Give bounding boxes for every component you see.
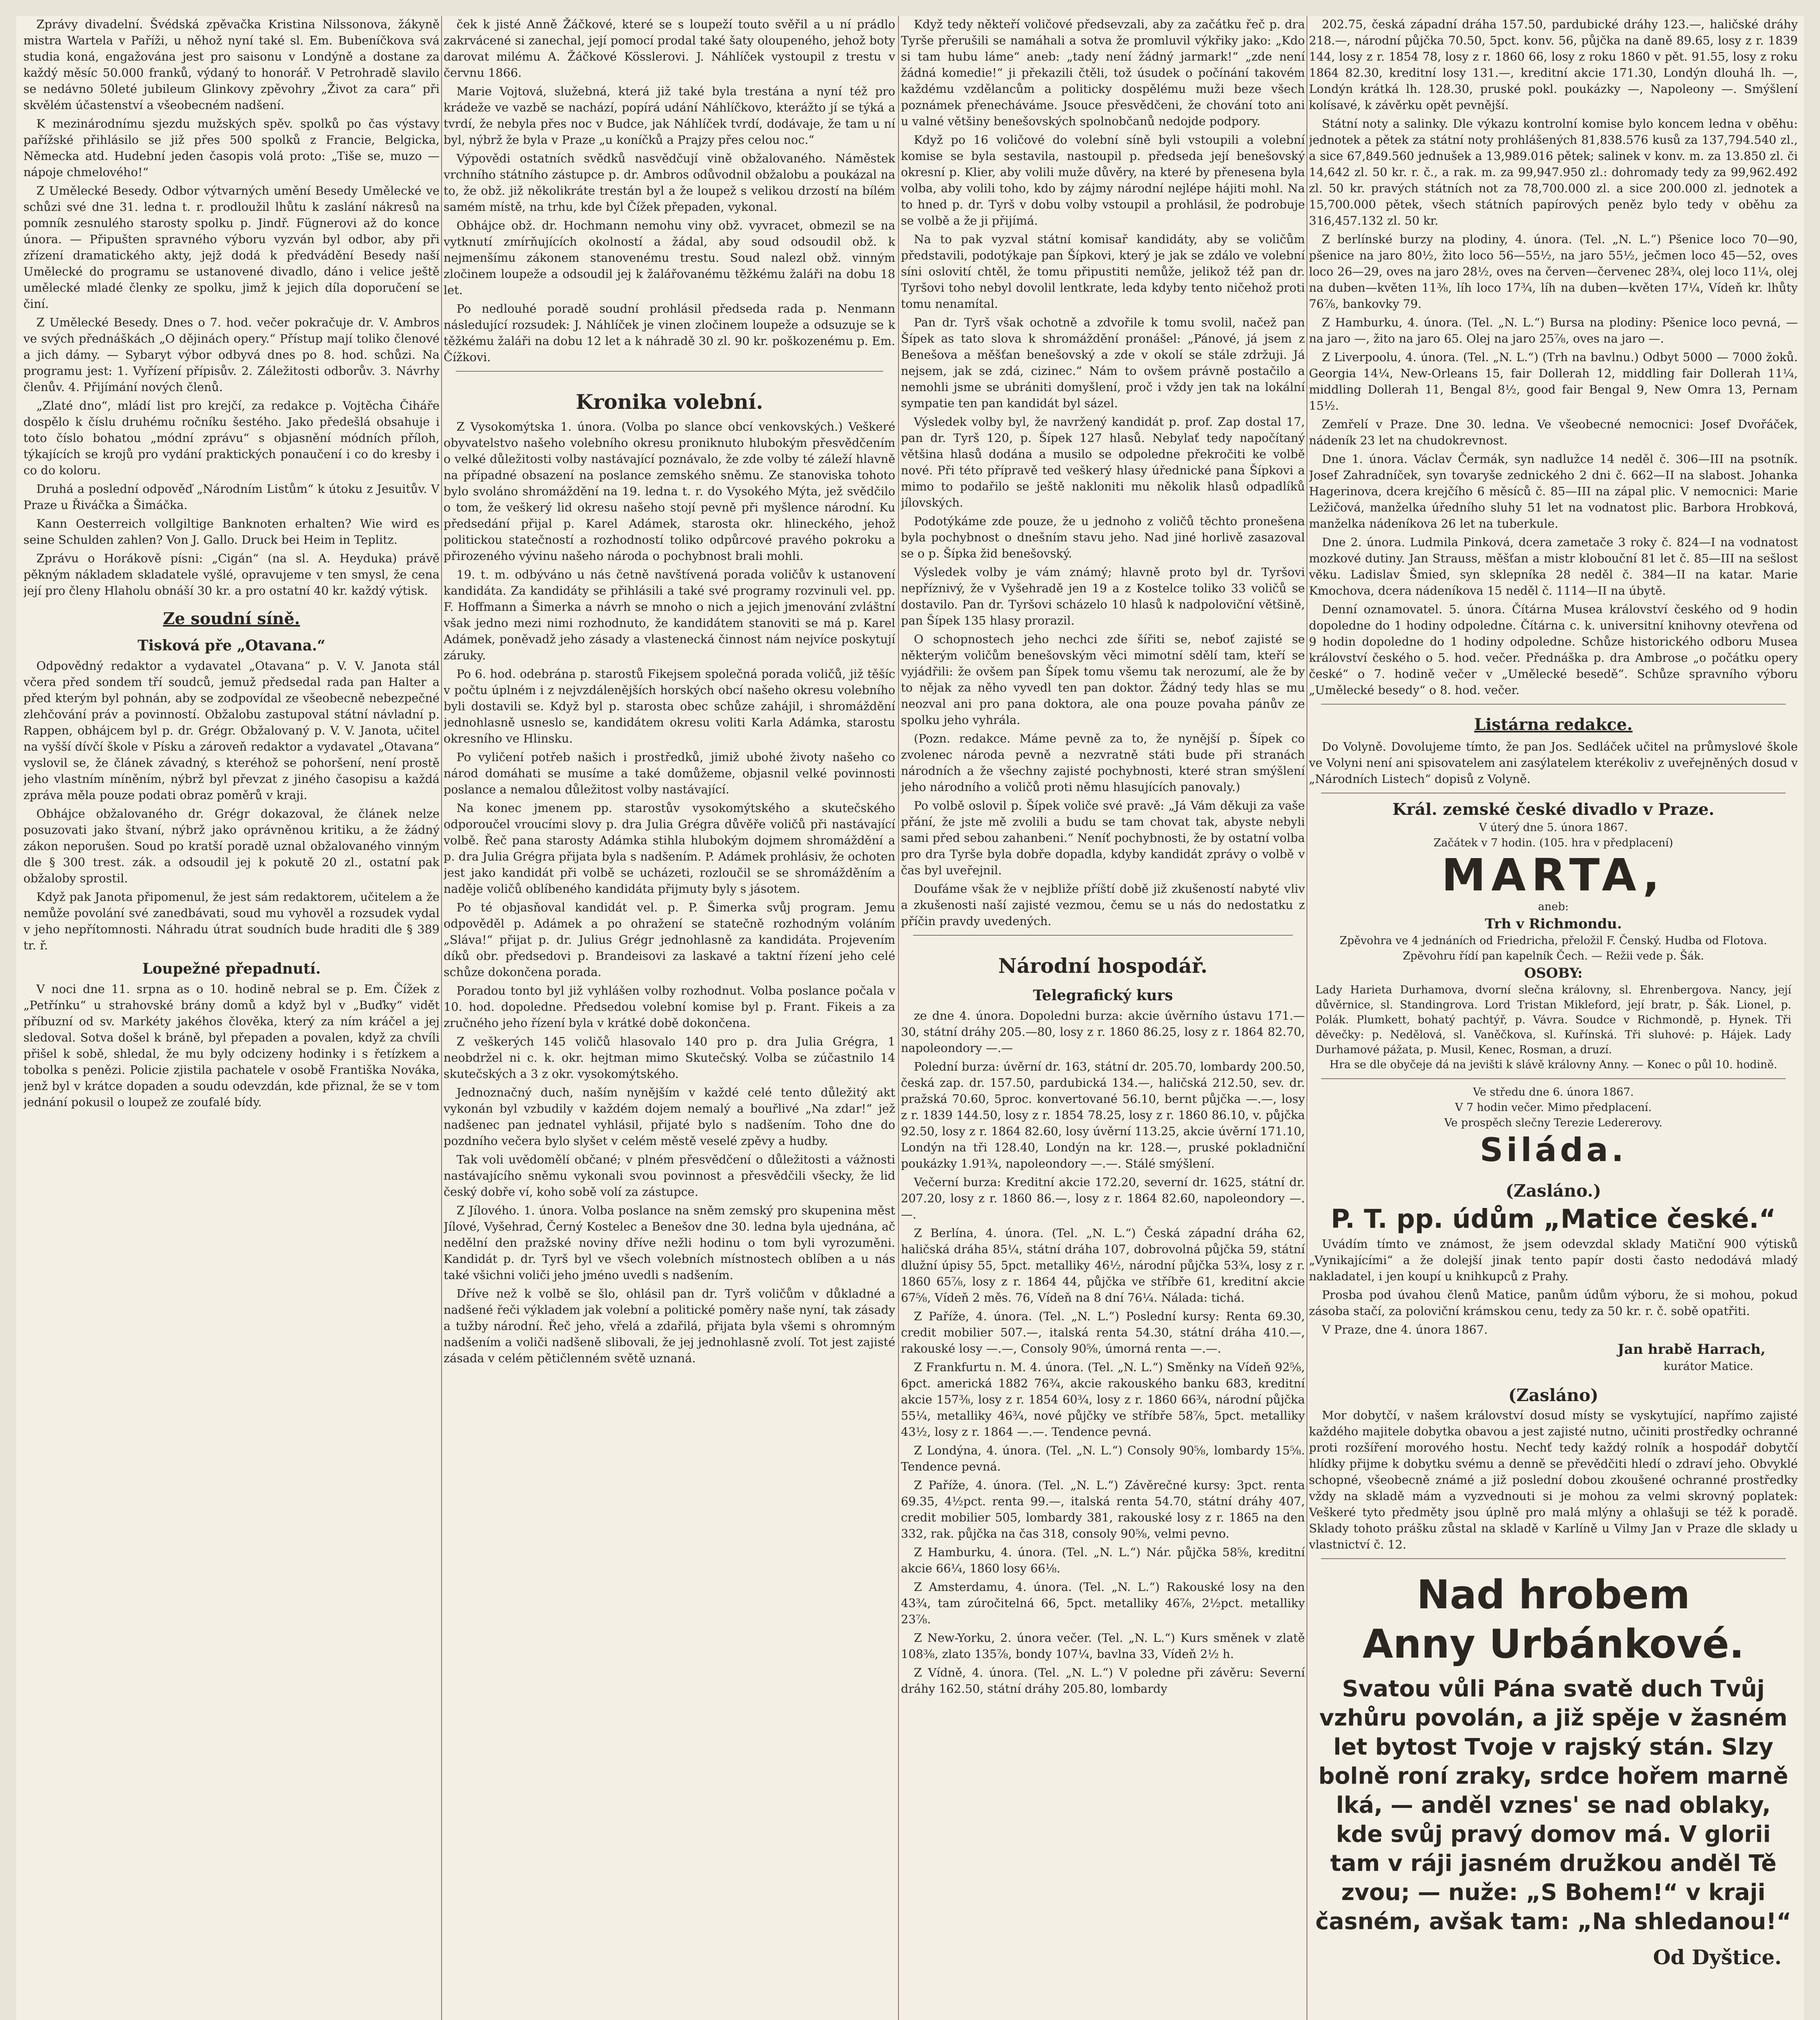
divider [913, 935, 1293, 936]
divider [1321, 1078, 1786, 1079]
news-paragraph: Z Jílového. 1. února. Volba poslance na sněm zemský pro skupenina měst Jílové, Vyšehrad, Černý Kostelec a Benešov dne 30. ledna byla ujednána, ač nedělní den pražské noviny dříve nežli hodinu o tom byli vyrozuměni. Kandidát p. dr. Tyrš byl ve všech volebních místnostech oblíben a u nás také všichni voliči jeho jméno uvedli s nadšením. [444, 1204, 895, 1282]
notice-title: P. T. pp. údům „Matice české.“ [1331, 1204, 1776, 1234]
theatre-heading: Král. zemské české divadlo v Praze. [1392, 800, 1715, 819]
news-paragraph: Když pak Janota připomenul, že jest sám redaktorem, učitelem a že nemůže povolání své zanedbávati, soud mu vyhověl a rozsudek vydal v jeho nepřítomnosti. Náhradu útrat soudních bude hraditi dle § 389 tr. ř. [23, 890, 440, 952]
signature-title: kurátor Matice. [1663, 1359, 1753, 1373]
news-paragraph: Dne 2. února. Ludmila Pinková, dcera zametače 3 roky č. 824—I na vodnatost mozkové dutiny. Jan Strauss, měšťan a mistr klobouční 81 let č. 85—III na sešlost věku. Ladislav Šmied, syn sklepníka 28 neděl č. 384—II na katar. Marie Kmochova, dcera nádeníkova 15 neděl č. 1114—II na úbytě. [1309, 535, 1798, 598]
news-paragraph: Doufáme však že v nejbliže příští době již zkušeností nabyté vliv a zkušenosti naší zajisté vezmou, čemu se u nás do nedostatku z příčin pravdy uvedených. [901, 882, 1305, 928]
theatre-start-time: V 7 hodin večer. [1455, 1101, 1544, 1114]
article-title: Tisková pře „Otavana.“ [137, 637, 326, 654]
section-title: Národní hospodář. [998, 954, 1208, 978]
news-paragraph: O schopnostech jeho nechci zde šířiti se, neboť zajisté se některým voličům benešovským věci mimotní sdělí tam, kteří se vyjádřili: že ovšem pan Šípek tomu všemu tak nerozumí, ale že by to nějak za něho vyvedl ten pan doktor. Žádný tedy hlas se mu neozval ani pro pana doktora, ale ona pouze povaha pánův ze spolku jeho vyhrála. [901, 632, 1305, 727]
play-genre: Zpěvohra ve 4 jednáních od Friedricha, přeložil F. Čenský. Hudba od Flotova. [1339, 934, 1767, 947]
divider [1321, 704, 1786, 705]
news-paragraph: Uvádím tímto ve známost, že jsem odevzdal sklady Matiční 900 výtisků „Vynikajícími“ a že dolejší jinak tento papír dosti často nedodává mladý nakladatel, i jen koupí u knihkupců z Prahy. [1309, 1237, 1798, 1283]
obituary-verse: Svatou vůli Pána svatě duch Tvůj vzhůru povolán, a již spěje v žasném let bytost Tvoje v rajský stán. Slzy bolně roní zraky, srdce hořem marně lká, — anděl vznes' se nad oblaky, kde svůj pravý domov má. V glorii tam v ráji jasném družkou anděl Tě zvou; — nuže: „S Bohem!“ v kraji časném, avšak tam: „Na shledanou!“ [1315, 1676, 1791, 1935]
obituary-title [1309, 1570, 1798, 1669]
news-paragraph: Podotýkáme zde pouze, že u jednoho z voličů těchto pronešena byla pochybnost o dnešním stavu jeho. Nad jiné horlivě zasazoval se o p. Šípka žid benešovský. [901, 514, 1305, 560]
market-report: Z Paříže, 4. února. (Tel. „N. L.“) Závěrečné kursy: 3pct. renta 69.35, 4½pct. renta 99.—, italská renta 54.70, státní dráhy 407, credit mobilier 505, lombardy 381, rakouské losy z r. 1865 na den 332, rak. půjčka na čas 318, consoly 90⅝, velmi pevno. [901, 1478, 1305, 1540]
news-paragraph: Z Umělecké Besedy. Dnes o 7. hod. večer pokračuje dr. V. Ambros ve svých přednáškách „O dějinách opery.“ Přístup mají toliko členové a jich dámy. — Sybaryt výbor odbyvá dnes po 8. hod. schůzi. Na programu jest: 1. Vyřízení přípisův. 2. Záležitosti odborův. 3. Návrhy členův. 4. Přijímání nových členů. [23, 316, 440, 394]
column-3 [901, 16, 1305, 2020]
news-paragraph: Jednoznačný duch, naším nynějším v každé celé tento důležitý akt vykonán byl vzbudily v každém dojem nemalý a bouřlivé „Na zdar!“ jež nadšenec pan jednatel vyhlásil, přijaté bylo s nadšením. Toho dne do pozdního večera bylo slyšet v celém městě veselé zpěvy a hudby. [444, 1086, 895, 1148]
column-1 [23, 16, 440, 2020]
news-paragraph: Kann Oesterreich vollgiltige Banknoten erhalten? Wie wird es seine Schulden zahlen? Von J. Gallo. Druck bei Heim in Teplitz. [23, 517, 440, 547]
news-paragraph: Pan dr. Tyrš však ochotně a zdvořile k tomu svolil, načež pan Šípek as tato slova k shromáždění pronášel: „Pánové, já jsem z Benešova a měšťan benešovský a zde v okolí se stále zdržuji. Já nejsem, jak se zdá, cizinec.“ Nám to ovšem právně postačilo a nemohli jsme se ubrániti domyšlení, proč i vždy jen tak na lokální sympatie ten pan kandidát byl sázel. [901, 316, 1305, 410]
section-title: Listárna redakce. [1474, 715, 1633, 734]
news-paragraph: Výsledek volby je vám známý; hlavně proto byl dr. Tyršovi nepříznivý, že v Vyšehradě jen 19 a z Kostelce toliko 33 voličů se dostavilo. Pan dr. Tyršovi scházelo 10 hlasů k nadpoloviční většině, pan Šípek 135 hlasy prorazil. [901, 565, 1305, 627]
news-paragraph: Na konec jmenem pp. starostův vysokomýtského a skutečského odporoučel vroucími slovy p. dra Julia Grégra důvěře voličů při nastávající volbě. Řeč pana starosty Adámka stihla hlubokým dojmem shromáždění a p. dra Julia Grégra přijata byla s nadšením. P. Adámek prohlásiv, že ochoten jest jako kandidát při volbě se ucházeti, rozloučil se se shromážděním a naděje voličů oblíbeného kandidáta přijmuty byly s jásotem. [444, 801, 895, 896]
news-paragraph: Dříve než k volbě se šlo, ohlásil pan dr. Tyrš voličům v důkladné a nadšené řeči výkladem jak volební a politické poměry naše nyní, tak zásady a tužby národní. Řeč jeho, vřelá a zdařilá, přijata byla všemi s ohromným nadšením a voliči nadšeně slibovali, že jej jednohlasně zvolí. Tot jest zajisté zásada v celém pětičlenném světě uznaná. [444, 1287, 895, 1365]
signature-name: Jan hrabě Harrach, [1618, 1341, 1765, 1357]
market-report: Z Hamburku, 4. února. (Tel. „N. L.“) Bursa na plodiny: Pšenice loco pevná, — na jaro —, žito na jaro 65. Olej na jaro 25⅞, oves na jaro —. [1309, 316, 1798, 345]
news-paragraph: (Pozn. redakce. Máme pevně za to, že nynější p. Šípek co zvolenec národa pevně a nezvratně státi bude při stranách národních a že všechny zajisté pochybnosti, které stran smýšlení jeho národního a voličů proti němu hlasujících panovaly.) [901, 732, 1305, 794]
play-direction: Zpěvohru řídí pan kapelník Čech. — Režii vede p. Šák. [1403, 950, 1704, 962]
market-report: Polední burza: úvěrní dr. 163, státní dr. 205.70, lombardy 200.50, česká zap. dr. 157.50, pardubická 134.—, haličská 212.50, sev. dr. pražská 70.60, 5proc. konvertované 56.10, bernt půjčka —.—, losy z r. 1839 144.50, losy z r. 1854 78.25, losy z r. 1860 86.10, v. půjčka 92.50, losy z r. 1864 82.60, losy úvěrní 113.25, akcie úvěrní 171.10, Londýn na tři 128.40, Londýn na kr. 128.—, pruské pokladniční poukázky 1.91¾, napoleondory —.—. Stálé smýšlení. [901, 1060, 1305, 1170]
sent-notice-heading: (Zasláno.) [1505, 1181, 1601, 1201]
news-paragraph: Obhájce obžalovaného dr. Grégr dokazoval, že článek nelze posuzovati jako štvaní, nýbrž jako oprávněnou kritiku, a že žádný zákon neporušen. Soud po kratší poradě uznal obžalovaného vinným dle § 300 trest. zák. a odsoudil jej k pokutě 20 zl., ostatní pak obžaloby sprostil. [23, 807, 440, 885]
market-report: ze dne 4. února. Dopoledni burza: akcie úvěrního ústavu 171.—30, státní dráhy 205.—80, losy z r. 1860 86.25, losy z r. 1864 82.70, napoleondory —.— [901, 1009, 1305, 1055]
news-paragraph: Po 6. hod. odebrána p. starostů Fikejsem společná porada voličů, již těšíc v počtu úplném i z nejvzdálenějších horských obcí našeho okresu volebního byli dostavili se. Když byl p. starosta obec schůze zahájil, i shromáždění jednohlasně usneslo se, kandidátem okresu voliti Karla Adámka, starostu okresního ve Hlinsku. [444, 667, 895, 745]
news-paragraph: Po volbě oslovil p. Šípek voliče své pravě: „Já Vám děkuji za vaše přání, že jste mě zvolili a budu se tam chovat tak, abyste nebyli sami před sebou zahanbeni.“ Neníť pochybnosti, že by ostatní volba pro dra Tyrše byla dobře dopadla, kdyby kandidát zprávy o volbě v čas byl uveřejnil. [901, 799, 1305, 877]
news-paragraph: ček k jisté Anně Žáčkové, které se s loupeží touto svěřil a u ní prádlo zakrvácené si zanechal, její pomocí prodal také šaty oloupeného, jehož boty darovat milému A. Žáčkové Kösslerovi. J. Náhlíček vystoupil z trestu v červnu 1866. [444, 17, 895, 80]
news-paragraph: Z Vysokomýtska 1. února. (Volba po slance obcí venkovských.) Veškeré obyvatelstvo našeho volebního okresu proniknuto hlubokým přesvědčením o velké důležitosti volby nastávající poznávalo, že zde volby té záleží hlavně na případné obsazení na poslance zemského sněmu. Ze stanoviska tohoto bylo svoláno shromáždění na 19. ledna t. r. do Vysokého Mýta, jež svědčilo o tom, že veškerý lid okresu našeho stojí pevně při myšlence národní. Ku předsedání přijal p. Karel Adámek, starosta okr. hlineckého, jehož politickou statečností a rozhodností toliko odpůrcové pravého pokroku a přirozeného vývinu našeho národa o pochybnost brali mohli. [444, 420, 895, 563]
news-paragraph: Obhájce obž. dr. Hochmann nemohu viny obž. vyvracet, obmezil se na vytknutí zmírňujících okolností a žádal, aby soud odsoudil obž. k nejmenšímu zákonem stanovenému trestu. Soud nalezl obž. vinným zločinem loupeže a odsoudil jej k žalářovanému těžkému žaláři na dobu 18 let. [444, 219, 895, 297]
column-2 [444, 16, 895, 2020]
news-paragraph: K mezinárodnímu sjezdu mužských spěv. spolků po čas výstavy pařížské přihlásilo se již přes 500 spolků z Francie, Belgicka, Německa atd. Hudební jeden časopis volá proto: „Tiše se, muzo — nápoje chmelového!“ [23, 117, 440, 179]
divider [456, 371, 883, 372]
news-paragraph: Když po 16 voličové do volební síně byli vstoupili a volební komise se byla sestavila, nastoupil p. předseda její benešovský okresní p. Klier, aby volili muže důvěry, na které by přenesena byla volba, aby volili toho, kdo by zájmy národní nejlépe hájiti mohl. Na to hned p. dr. Tyrš v dobu volby vstoupil a prohlásil, že podrobuje se volbě a že ji přijímá. [901, 133, 1305, 227]
theatre-series: (105. hra v předplacení) [1539, 837, 1673, 849]
market-report: Z Vídně, 4. února. (Tel. „N. L.“) V poledne při závěru: Severní dráhy 162.50, státní dráhy 205.80, lombardy [901, 1666, 1305, 1696]
theatre-start [1309, 1100, 1798, 1115]
market-report: Z Frankfurtu n. M. 4. února. (Tel. „N. L.“) Směnky na Vídeň 92⅝, 6pct. americká 1882 76¾, akcie rakouského banku 683, kreditní akcie 157⅜, losy z r. 1854 60¾, losy z r. 1860 66¾, národní půjčka 55¼, metalliky 46¾, nové půjčky ve stříbře 58⅞, 5pct. metalliky 43½, losy z r. 1864 —.—. Tendence pevná. [901, 1360, 1305, 1439]
cast-heading: OSOBY: [1524, 965, 1583, 981]
play-subtitle: Trh v Richmondu. [1485, 916, 1622, 932]
market-report: Z Amsterdamu, 4. února. (Tel. „N. L.“) Rakouské losy na den 43¾, tam zúročitelná 66, 5pct. metalliky 46⅞, 2½pct. metalliky 23⅞. [901, 1580, 1305, 1626]
column-4 [1309, 16, 1798, 2020]
obituary-title-line: Nad hrobem [1416, 1572, 1690, 1618]
news-paragraph: Dne 1. února. Václav Čermák, syn nadlužce 14 neděl č. 306—III na psotník. Josef Zahradníček, syn tovaryše zednického 2 dni č. 662—II na slabost. Johanka Hagerinova, dcera krejčího 6 měsíců č. 85—III na zápal plic. V nemocnici: Marie Ležičová, manželka úředního sluhy 51 let na vodnatost plic. Barbora Hrobková, manželka nádeníkova 26 let na tuberkule. [1309, 452, 1798, 530]
news-paragraph: 19. t. m. odbýváno u nás četně navštívená porada voličův k ustanovení kandidáta. Za kandidáty se přihlásili a také své programy rozvinuli vel. pp. F. Hoffmann a Šimerka a návrh se mnoho o nich a jejich jmenování zvláštní však jedno mezi nimi rozhodnuto, že kandidátem stanoviti se má p. Karel Adámek, poněvadž jeho zásady a vlastenecká činnost nám nejvíce poskytují záruky. [444, 568, 895, 662]
market-report: Z Londýna, 4. února. (Tel. „N. L.“) Consoly 90⅝, lombardy 15⅝. Tendence pevná. [901, 1443, 1305, 1473]
news-paragraph: „Zlaté dno“, mládí list pro krejčí, za redakce p. Vojtěcha Čiháře dospělo k číslu druhému ročníku šestého. Jako předešlá obsahuje i toto číslo bohatou „módní zprávu“ s objasnění módních příloh, týkajících se krojů pro vydání praktických ponaučení i co do kresby i co do koloru. [23, 399, 440, 477]
news-paragraph: Zprávy divadelní. Švédská zpěvačka Kristina Nilssonova, žákyně mistra Wartela v Paříži, u něhož nyní také sl. Em. Bubeníčkova svá studia koná, engažována jest pro saisonu v Londýně a dostane za každý měsíc 50.000 franků, výdaný to honorář. V Petrohradě slavilo se nedávno 50leté jubileum Glinkovy zpěvohry „Život za cara“ při skvělém účastenství a všeobecném nadšení. [23, 17, 440, 112]
newspaper-page [16, 16, 1804, 2020]
theatre-announcement [1309, 799, 1798, 1170]
theatre-series: Mimo předplacení. [1547, 1101, 1652, 1114]
theatre-date: V úterý dne 5. února 1867. [1479, 821, 1628, 834]
news-paragraph: Z Umělecké Besedy. Odbor výtvarných umění Besedy Umělecké ve schůzi své dne 31. ledna t. r. prodloužil lhůtu k zaslání nákresů na pomník zesnulého starosty spolku p. Jindř. Fügnerovi až do konce února. — Připušten spravného výboru vyzván byl odbor, aby při zřízení dramatického akty, jejž dodá k předvádění Besedy naší Umělecké do programu se ustanovené divadlo, dáno i velice ještě umělecké mladé členky ze spolku, jimž k jejich díla doporučení se činí. [23, 184, 440, 311]
news-paragraph: Poradou tonto byl již vyhlášen volby rozhodnut. Volba poslance počala v 10. hod. dopoledne. Předsedou volební komise byl p. Frant. Fikeis a za zručného jeho řízení byla v krátké době dokončena. [444, 984, 895, 1030]
news-paragraph: Zprávu o Horákově písni: „Cigán“ (na sl. A. Heyduka) právě pěkným nákladem skladatele vyšlé, opravujeme v ten smysl, že cena její pro členy Hlaholu obnáší 30 kr. a pro ostatní 40 kr. každý výtisk. [23, 551, 440, 598]
theatre-start-time: Začátek v 7 hodin. [1433, 837, 1536, 849]
theatre-date: Ve středu dne 6. února 1867. [1473, 1086, 1634, 1098]
market-report: Z New-Yorku, 2. února večer. (Tel. „N. L.“) Kurs směnek v zlatě 108⅜, zlato 135⅞, bondy 107¼, bavlna 33, Vídeň 2½ h. [901, 1631, 1305, 1661]
obituary-signature: Od Dyštice. [1653, 1945, 1782, 1969]
article-title: Loupežné přepadnutí. [142, 960, 321, 977]
news-paragraph: Státní noty a salinky. Dle výkazu kontrolní komise bylo koncem ledna v oběhu: jednotek a pětek za státní noty prohlášených 81,838.576 kusů za 137,794.540 zl., a sice 67,849.560 jednušek a 13,989.016 pětek; salinek v konv. m. za 13.850 zl. či 14,642 zl. 50 kr. r. č., a rak. m. za 99,947.950 zl.: dohromady tedy za 99,962.492 zl. 50 kr. pravých státních not za 78,700.000 zl. a sice 200.000 zl. jednotek a 15,700.000 pětek, všech státních papírových peněz bylo tedy v oběhu za 316,457.132 zl. 50 kr. [1309, 117, 1798, 227]
news-paragraph: V noci dne 11. srpna as o 10. hodině nebral se p. Em. Čížek z „Petřínku“ u strahovské brány domů a když byl v „Buďky“ vidět příbuzní od sv. Markéty jakéhos člověka, který za ním kráčel a jej sledoval. Sotva došel k bráně, byl přepaden a povalen, když za chvíli přišel k sobě, shledal, že mu byly odcizeny hodinky i s řetízkem a tobolka s penězi. Policie zjistila pachatele v osobě Františka Nováka, jenž byl v krátce dopaden a soudu odevzdán, kde přiznal, že se v tom jednání pokusil o loupež ze zoufalé bídy. [23, 982, 440, 1109]
cast-list: Lady Harieta Durhamova, dvorní slečna královny, sl. Ehrenbergova. Nancy, její důvěrnice, sl. Standingrova. Lord Tristan Mikleford, její bratr, p. Šák. Lionel, p. Polák. Plumkett, bohatý pachtýř, p. Vávra. Soudce v Richmondě, p. Hynek. Tři děvečky: p. Nedělová, sl. Vaněčkova, sl. Kuřínská. Tři sluhové: p. Hájek. Lady Durhamové pážata, p. Musil, Kenec, Rosman, a druzí. [1315, 984, 1791, 1056]
news-paragraph: Mor dobytčí, v našem království dosud místy se vyskytující, napřímo zajisté každého majitele dobytka obavou a jest zajisté nutno, učiniti prostředky ochranné proti rozšíření morového hostu. Nechť tedy každý rolník a hospodář dobytčí hlídky přijme k dobytku svému a denně se převědčiti hledí o zdraví jeho. Obvyklé schopné, všeobecně známé a již poslední dobou zkoušené ochranné prostředky vždy na skladě mám a vyzvednouti si je mohou za velmi skrovný poplatek: Veškeré tyto předměty jsou úplně pro malá mlýny a ohlašuji se též k poradě. Sklady tohoto prášku zůstal na skladě v Karlíně u Vilmy Jan v Praze dle sklady u vlastnictví č. 12. [1309, 1408, 1798, 1551]
news-paragraph: Výsledek volby byl, že navržený kandidát p. prof. Zap dostal 17, pan dr. Tyrš 120, p. Šípek 127 hlasů. Nebylať tedy napočítaný většina hlasů dodána a musilo se odpoledne překročiti ke volbě nové. Při této přípravě ted veškerý hlasy úřednické pana Šípkovi a mimo to podařilo se ještě nakloniti mu několik hlasů odpadlíků jílovských. [901, 415, 1305, 509]
play-title: MARTA, [1441, 849, 1665, 901]
news-paragraph: Do Volyně. Dovolujeme tímto, že pan Jos. Sedláček učitel na průmyslové škole ve Volyni není ani spisovatelem ani zasýlatelem kterékoliv z uveřejněných dosud v „Národních Listech“ dopisů z Volyně. [1309, 740, 1798, 786]
article-title: Telegrafický kurs [1033, 987, 1173, 1004]
sent-notice-heading: (Zasláno) [1508, 1385, 1599, 1405]
benefit-note: Ve prospěch slečny Terezie Ledererovy. [1444, 1117, 1662, 1129]
news-paragraph: Po vyličení potřeb našich i prostředků, jimiž ubohé životy našeho co národ domáhati se musíme a také domůžeme, objasnil velké povinnosti poslance a nemalou důležitost volby nastávající. [444, 750, 895, 796]
theatre-start [1309, 835, 1798, 851]
market-report: Z Hamburku, 4. února. (Tel. „N. L.“) Nár. půjčka 58⅝, kreditní akcie 66¼, 1860 losy 66⅛. [901, 1545, 1305, 1575]
play-title: Siláda. [1479, 1131, 1627, 1169]
obituary-name: Anny Urbánkové. [1362, 1621, 1744, 1667]
news-paragraph: Druhá a poslední odpověď „Národním Listům“ k útoku z Jesuitův. V Praze u Řiváčka a Šimáčka. [23, 482, 440, 512]
market-report: Večerní burza: Kreditní akcie 172.20, severní dr. 1625, státní dr. 207.20, losy z r. 1860 86.—, losy z r. 1864 82.60, napoleondory —.—. [901, 1175, 1305, 1221]
market-report: Z berlínské burzy na plodiny, 4. února. (Tel. „N. L.“) Pšenice loco 70—90, pšenice na jaro 80½, žito loco 56—55½, na jaro 55½, ječmen loco 45—52, oves loco 26—29, oves na jaro 28½, oves na červen—červenec 28¾, olej loco 11¼, olej na duben—květen 11⅜, líh loco 17¾, líh na duben—květen 17¼, Vídeň kr. lhůty 76⅞, bankovky 79. [1309, 232, 1798, 311]
theatre-note: Hra se dle obyčeje dá na jevišti k slávě královny Anny. — Konec o půl 10. hodině. [1329, 1058, 1778, 1071]
news-paragraph: V Praze, dne 4. února 1867. [1322, 1323, 1488, 1336]
market-report: 202.75, česká západní dráha 157.50, pardubické dráhy 123.—, haličské dráhy 218.—, národní půjčka 70.50, 5pct. konv. 56, půjčka na daně 89.65, losy z r. 1839 144, losy z r. 1854 78, losy z r. 1860 66, losy z roku 1860 v pět. 91.55, losy z roku 1864 82.30, kreditní losy 131.—, kreditní akcie 171.30, Londýn dlouhá lh. —, Londýn krátká lh. 128.30, pruské pokl. poukázky —, Napoleony —. Smýšlení kolísavé, k závěrku opět pevnější. [1309, 17, 1798, 112]
news-paragraph: Prosba pod úvahou členů Matice, panům údům výboru, že si mohou, pokud zásoba stačí, za poloviční krámskou cenu, tedy za 50 kr. r. č. sobě opatřiti. [1309, 1288, 1798, 1318]
news-paragraph: Zemřelí v Praze. Dne 30. ledna. Ve všeobecné nemocnici: Josef Dvořáček, nádeník 23 let na chudokrevnost. [1309, 417, 1798, 447]
news-paragraph: Z veškerých 145 voličů hlasovalo 140 pro p. dra Julia Grégra, 1 neobdržel ni c. k. okr. hejtman mimo Skutečský. Volba se zúčastnilo 14 skutečských a 3 z okr. vysokomýtského. [444, 1035, 895, 1081]
news-paragraph: Denní oznamovatel. 5. února. Čítárna Musea království českého od 9 hodin dopoledne do 1 hodiny odpoledne. Čítárna c. k. universitní knihovny otevřena od 9 hodin dopoledne do 1 hodiny odpoledne. Schůze historického odboru Musea království českého o 5. hod. večer. Přednáška p. dra Ambrose „o počátku opery české“ o 7. hodině večer v „Umělecké besedě“. Schůze spravního výboru „Umělecké besedy“ o 8. hod. večer. [1309, 602, 1798, 697]
divider [1321, 1558, 1786, 1559]
news-paragraph: Odpovědný redaktor a vydavatel „Otavana“ p. V. V. Janota stál včera před sondem tří soudců, jemuž předsedal rada pan Halter a před kterým byl pohnán, aby se zodpovídal ze všeobecně nebezpečné zlehčování práv a povinností. Obžalobu zastupoval státní návladní p. Rappen, obhájcem byl p. dr. Grégr. Obžalovaný p. V. V. Janota, učitel na vyšší dívčí škole v Písku a zároveň redaktor a vydavatel „Otavana“ vyslovil se, že článek závadný, s kteréhož se pohoršení, není prostě jeho vlastním míněním, nýbrž byl převzat z jiného časopisu a každá zpráva měla pouze podati obraz poměrů v kraji. [23, 659, 440, 802]
news-paragraph: Když tedy někteří voličové předsevzali, aby za začátku řeč p. dra Tyrše přerušili se namáhali a sotva že promluvil výkřiky jako: „Kdo si tam hubu láme“ aneb: „tady není žádný jarmark!“ „zde není žádná komedie!“ ji překazili čtěli, tož úsudek o počínání takovém každému vzdělancům a politicky dospělému muži beze všech poznámek přenecháváme. Jsouce přesvědčeni, že chování toto ani u valné většiny benešovských spolnobčanů nedojde podpory. [901, 17, 1305, 128]
news-paragraph: Na to pak vyzval státní komisař kandidáty, aby se voličům představili, podotýkaje pan Šípkovi, který je jak se zdálo ve volební síni oslovití chtěl, že tomu připustiti nemůže, jelikož též pan dr. Tyršovi toho nebyl dovolil lentkrate, leda kdyby tento ničehož proti tomu nenamítal. [901, 232, 1305, 311]
news-paragraph: Po té objasňoval kandidát vel. p. P. Šimerka svůj program. Jemu odpověděl p. Adámek a po ohražení se statečně rozhodným voláním „Sláva!“ přijat p. dr. Julius Grégr jednohlasně za kandidáta. Projevením díků obr. předsedovi p. Brandeisovi za laskavé a taktní řízení jeho celé schůze dokončena porada. [444, 901, 895, 979]
market-report: Z Paříže, 4. února. (Tel. „N. L.“) Poslední kursy: Renta 69.30, credit mobilier 507.—, italská renta 54.30, státní dráha 410.—, rakouské losy —.—, Consoly 90⅝, úmorná renta —.—. [901, 1309, 1305, 1355]
market-report: Z Berlína, 4. února. (Tel. „N. L.“) Česká západní dráha 62, haličská dráha 85¼, státní dráha 107, dobrovolná půjčka 59, státní dlužní úpisy 55, 5pct. metalliky 46½, národní půjčka 53¾, losy z r. 1860 65⅞, losy z r. 1864 44, půjčka ve stříbře 61, kreditní akcie 67⅝, Vídeň 2 měs. 76, Vídeň na 8 dní 76¼. Nálada: tichá. [901, 1226, 1305, 1305]
news-paragraph: Výpovědi ostatních svědků nasvědčují vině obžalovaného. Náměstek vrchního státního zástupce p. dr. Ambros odůvodnil obžalobu a poukázal na to, že obž. již několikráte trestán byl a že loupež s velikou drzostí na bílém samém místě, na trhu, kde byl Čížek přepaden, vykonal. [444, 152, 895, 214]
news-paragraph: Tak voli uvědomělí občané; v plném přesvědčení o důležitosti a vážnosti nastávajícího sněmu vykonali svou povinnost a přesvědčili všecky, že lid český dobře ví, koho sobě volí za zástupce. [444, 1153, 895, 1199]
section-title: Kronika volební. [576, 390, 763, 414]
section-title: Ze soudní síně. [163, 609, 300, 628]
market-report: Z Liverpoolu, 4. února. (Tel. „N. L.“) (Trh na bavlnu.) Odbyt 5000 — 7000 žoků. Georgia 14¼, New-Orleans 15, fair Dollerah 12, middling fair Dollerah 11¼, middling Dollerah 11, Bengal 8½, good fair Bengal 9, New Omra 13, Pernam 15½. [1309, 350, 1798, 412]
play-aneb: aneb: [1538, 901, 1569, 913]
news-paragraph: Marie Vojtová, služebná, která již také byla trestána a nyní též pro krádeže ve vazbě se nachází, popírá udání Náhlíčkovo, kterážto jí se týká a tvrdí, že nebyla přes noc v Budce, jak Náhlíček tvrdí, dodávaje, že tam u ní byl, nýbrž že byla v Praze „u koníčků a Prajzy přes celou noc.“ [444, 84, 895, 147]
news-paragraph: Po nedlouhé poradě soudní prohlásil předseda rada p. Nenmann následující rozsudek: J. Náhlíček je vinen zločinem loupeže a odsuzuje se k těžkému žaláři na dobu 12 let a k náhradě 30 zl. 90 kr. poškozenému p. Em. Čížkovi. [444, 302, 895, 364]
